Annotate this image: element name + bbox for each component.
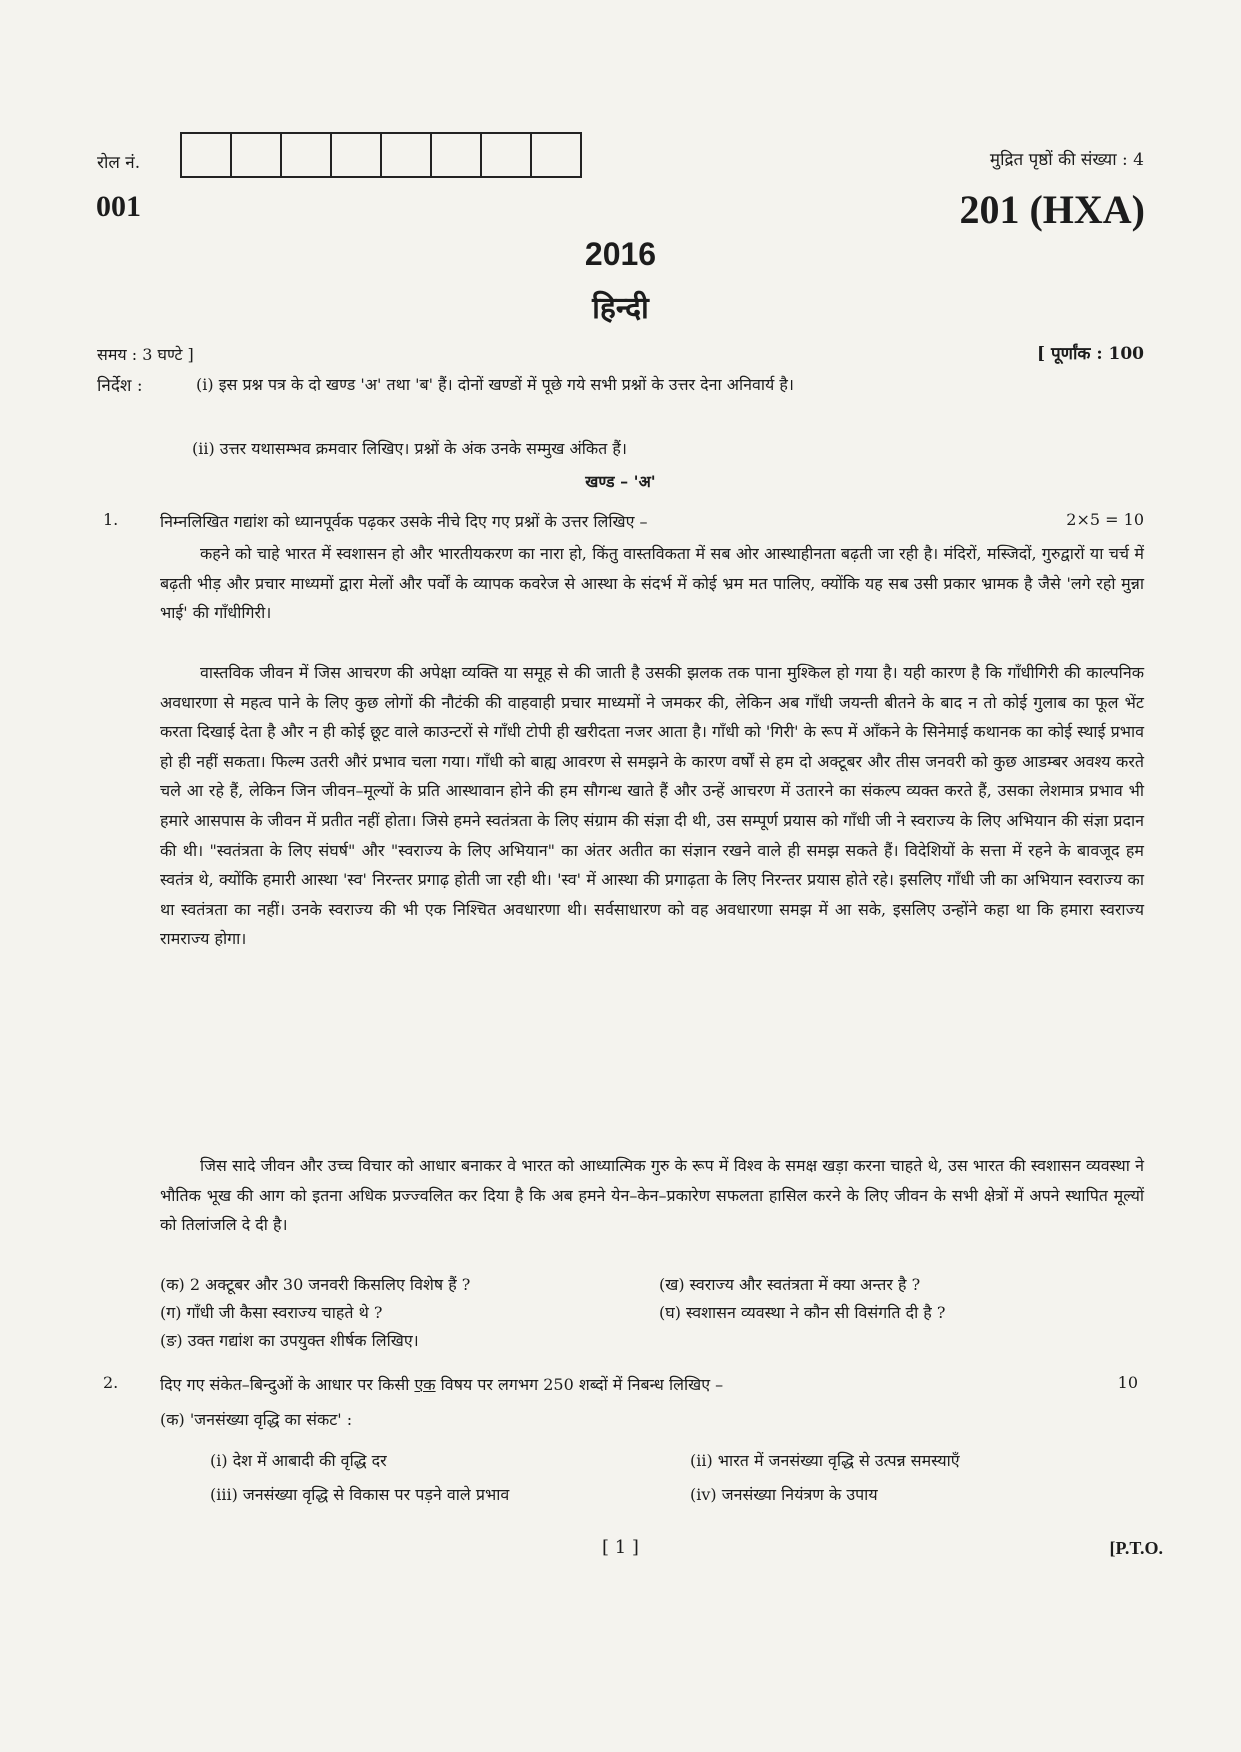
emphasis-word: एक (414, 1375, 436, 1394)
please-turn-over: [P.T.O. (1109, 1538, 1163, 1558)
roll-digit-box[interactable] (382, 134, 432, 176)
question-marks: 10 (1117, 1373, 1138, 1392)
topic-point: (ii) भारत में जनसंख्या वृद्धि से उत्पन्न समस्याएँ (690, 1451, 960, 1470)
sub-question: (ग) गाँधी जी कैसा स्वराज्य चाहते थे ? (160, 1303, 383, 1322)
subject-title: हिन्दी (592, 291, 649, 326)
topic-point: (iv) जनसंख्या नियंत्रण के उपाय (690, 1485, 878, 1504)
topic-point: (iii) जनसंख्या वृद्धि से विकास पर पड़ने वाले प्रभाव (210, 1485, 510, 1504)
topic-point: (i) देश में आबादी की वृद्धि दर (210, 1451, 387, 1470)
roll-digit-box[interactable] (232, 134, 282, 176)
sub-question: (ङ) उक्त गद्यांश का उपयुक्त शीर्षक लिखिए। (160, 1331, 419, 1350)
roll-digit-box[interactable] (282, 134, 332, 176)
paper-code: 201 (HXA) (959, 187, 1145, 232)
question-text: निम्नलिखित गद्यांश को ध्यानपूर्वक पढ़कर उसके नीचे दिए गए प्रश्नों के उत्तर लिखिए – (160, 512, 648, 531)
question-number: 2. (103, 1373, 119, 1392)
roll-number-label: रोल नं. (97, 153, 141, 173)
roll-digit-box[interactable] (482, 134, 532, 176)
question-text-part: विषय पर लगभग 250 शब्दों में निबन्ध लिखिए – (435, 1375, 724, 1394)
paper-serial-code: 001 (96, 190, 141, 223)
page-number: [ 1 ] (602, 1537, 639, 1558)
roll-digit-box[interactable] (532, 134, 580, 176)
roll-digit-box[interactable] (432, 134, 482, 176)
instructions-label: निर्देश : (97, 376, 143, 396)
sub-question: (ख) स्वराज्य और स्वतंत्रता में क्या अन्तर है ? (659, 1275, 921, 1294)
instruction-item: (ii) उत्तर यथासम्भव क्रमवार लिखिए। प्रश्नों के अंक उनके सम्मुख अंकित हैं। (192, 439, 627, 458)
essay-topic: (क) 'जनसंख्या वृद्धि का संकट' : (160, 1410, 353, 1429)
exam-year: 2016 (584, 236, 657, 272)
question-text-part: दिए गए संकेत–बिन्दुओं के आधार पर किसी (160, 1375, 415, 1394)
roll-digit-box[interactable] (332, 134, 382, 176)
printed-pages-count: मुद्रित पृष्ठों की संख्या : 4 (989, 150, 1144, 170)
time-allowed: समय : 3 घण्टे ] (97, 345, 194, 364)
passage-paragraph: कहने को चाहे भारत में स्वशासन हो और भारतीयकरण का नारा हो, किंतु वास्तविकता में सब ओर आस्थाहीनता बढ़ती जा रही है। मंदिरों, मस्जिदों, गुरुद्वारों या चर्च में बढ़ती भीड़ और प्रचार माध्यमों द्वारा मेलों और पर्वों के व्यापक कवरेज से आस्था के संदर्भ में कोई भ्रम मत पालिए, क्योंकि यह सब उसी प्रकार भ्रामक है जैसे 'लगे रहो मुन्ना भाई' की गाँधीगिरी। (160, 544, 1144, 623)
sub-question: (घ) स्वशासन व्यवस्था ने कौन सी विसंगति दी है ? (659, 1303, 946, 1322)
passage-paragraph: वास्तविक जीवन में जिस आचरण की अपेक्षा व्यक्ति या समूह से की जाती है उसकी झलक तक पाना मुश्किल हो गया है। यही कारण है कि गाँधीगिरी की काल्पनिक अवधारणा से महत्व पाने के लिए कुछ लोगों की नौटंकी की वाहवाही प्रचार माध्यमों ने जमकर की, लेकिन अब गाँधी जयन्ती बीतने के बाद न तो कोई गुलाब का फूल भेंट करता दिखाई देता है और न ही कोई छूट वाले काउन्टरों से गाँधी टोपी ही खरीदता नजर आता है। गाँधी को 'गिरी' के रूप में आँकने के सिनेमाई कथानक का कोई स्थाई प्रभाव हो ही नहीं सकता। फिल्म उतरी औरं प्रभाव चला गया। गाँधी को बाह्य आवरण से समझने के कारण वर्षों से हम दो अक्टूबर और तीस जनवरी को कुछ आडम्बर अवश्य करते चले आ रहे हैं, लेकिन जिन जीवन–मूल्यों के प्रति आस्थावान होने की हम सौगन्ध खाते हैं और उन्हें आचरण में उतारने का संकल्प व्यक्त करते हैं, उसका लेशमात्र प्रभाव भी हमारे आसपास के जीवन में प्रतीत नहीं होता। जिसे हमने स्वतंत्रता के लिए संग्राम की संज्ञा दी थी, उस सम्पूर्ण प्रयास को गाँधी जी ने स्वराज्य के लिए अभियान की संज्ञा प्रदान की थी। "स्वतंत्रता के लिए संघर्ष" और "स्वराज्य के लिए अभियान" का अंतर अतीत का संज्ञान रखने वाले ही समझ सकते हैं। विदेशियों के सत्ता में रहने के बावजूद हम स्वतंत्र थे, क्योंकि हमारी आस्था 'स्व' निरन्तर प्रगाढ़ होती जा रही थी। 'स्व' में आस्था की प्रगाढ़ता के लिए निरन्तर प्रयास होते रहे। इसलिए गाँधी जी का अभियान स्वराज्य का था स्वतंत्रता का नहीं। उनके स्वराज्य की भी एक निश्चित अवधारणा थी। सर्वसाधारण को वह अवधारणा समझ में आ सके, इसलिए उन्होंने कहा था कि हमारा स्वराज्य रामराज्य होगा। (160, 663, 1144, 949)
maximum-marks: [ पूर्णांक : 100 (1037, 344, 1144, 364)
passage-paragraph: जिस सादे जीवन और उच्च विचार को आधार बनाकर वे भारत को आध्यात्मिक गुरु के रूप में विश्व के समक्ष खड़ा करना चाहते थे, उस भारत की स्वशासन व्यवस्था ने भौतिक भूख की आग को इतना अधिक प्रज्ज्वलित कर दिया है कि अब हमने येन–केन–प्रकारेण सफलता हासिल करने के लिए जीवन के सभी क्षेत्रों में अपने स्थापित मूल्यों को तिलांजलि दे दी है। (160, 1156, 1144, 1235)
sub-question: (क) 2 अक्टूबर और 30 जनवरी किसलिए विशेष हैं ? (160, 1275, 471, 1294)
question-marks: 2×5 = 10 (1066, 510, 1144, 529)
instruction-item: (i) इस प्रश्न पत्र के दो खण्ड 'अ' तथा 'ब' हैं। दोनों खण्डों में पूछे गये सभी प्रश्नों के उत्तर देना अनिवार्य है। (196, 375, 794, 394)
question-text (160, 1373, 723, 1395)
roll-digit-box[interactable] (182, 134, 232, 176)
roll-number-boxes[interactable] (180, 132, 582, 178)
section-a-heading: खण्ड – 'अ' (585, 472, 656, 491)
question-number: 1. (103, 510, 119, 529)
